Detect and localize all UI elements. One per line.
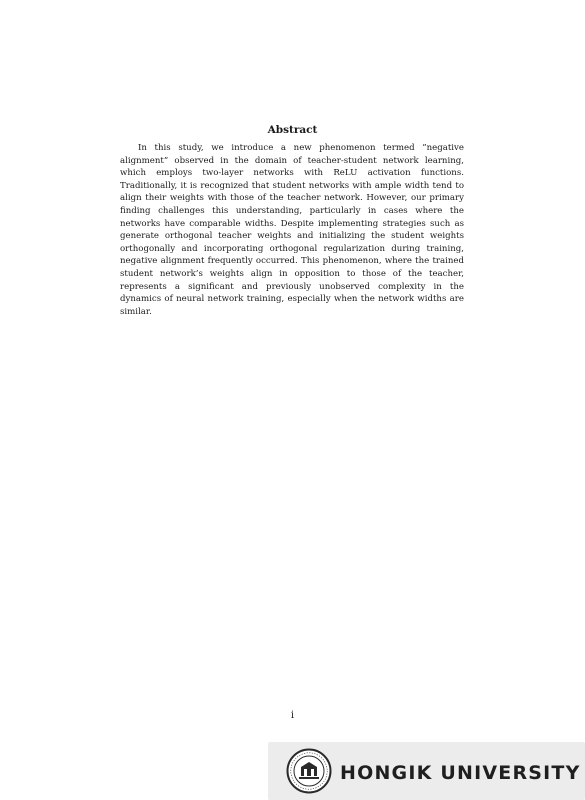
university-name: HONGIK UNIVERSITY [340,762,581,784]
abstract-heading: Abstract [267,124,318,136]
abstract-body: In this study, we introduce a new phenomenon termed ”negative alignment” observed in the domain of teacher-student network learning, which employs two-layer networks with ReLU activation functions. Traditionally, it is recognized that student networks with ample width tend to align their weights with those of the teacher network. However, our primary finding challenges this understanding, particularly in cases where the networks have comparable widths. Despite implementing strategies such as generate orthogonal teacher weights and initializing the student weights orthogonally and incorporating orthogonal regularization during training, negative alignment frequently occurred. This phenomenon, where the trained student network’s weights align in opposition to those of the teacher, represents a significant and previously unobserved complexity in the dynamics of neural network training, especially when the network widths are similar. [120,143,464,317]
page-number: i [290,710,295,721]
university-seal-icon [286,748,332,794]
